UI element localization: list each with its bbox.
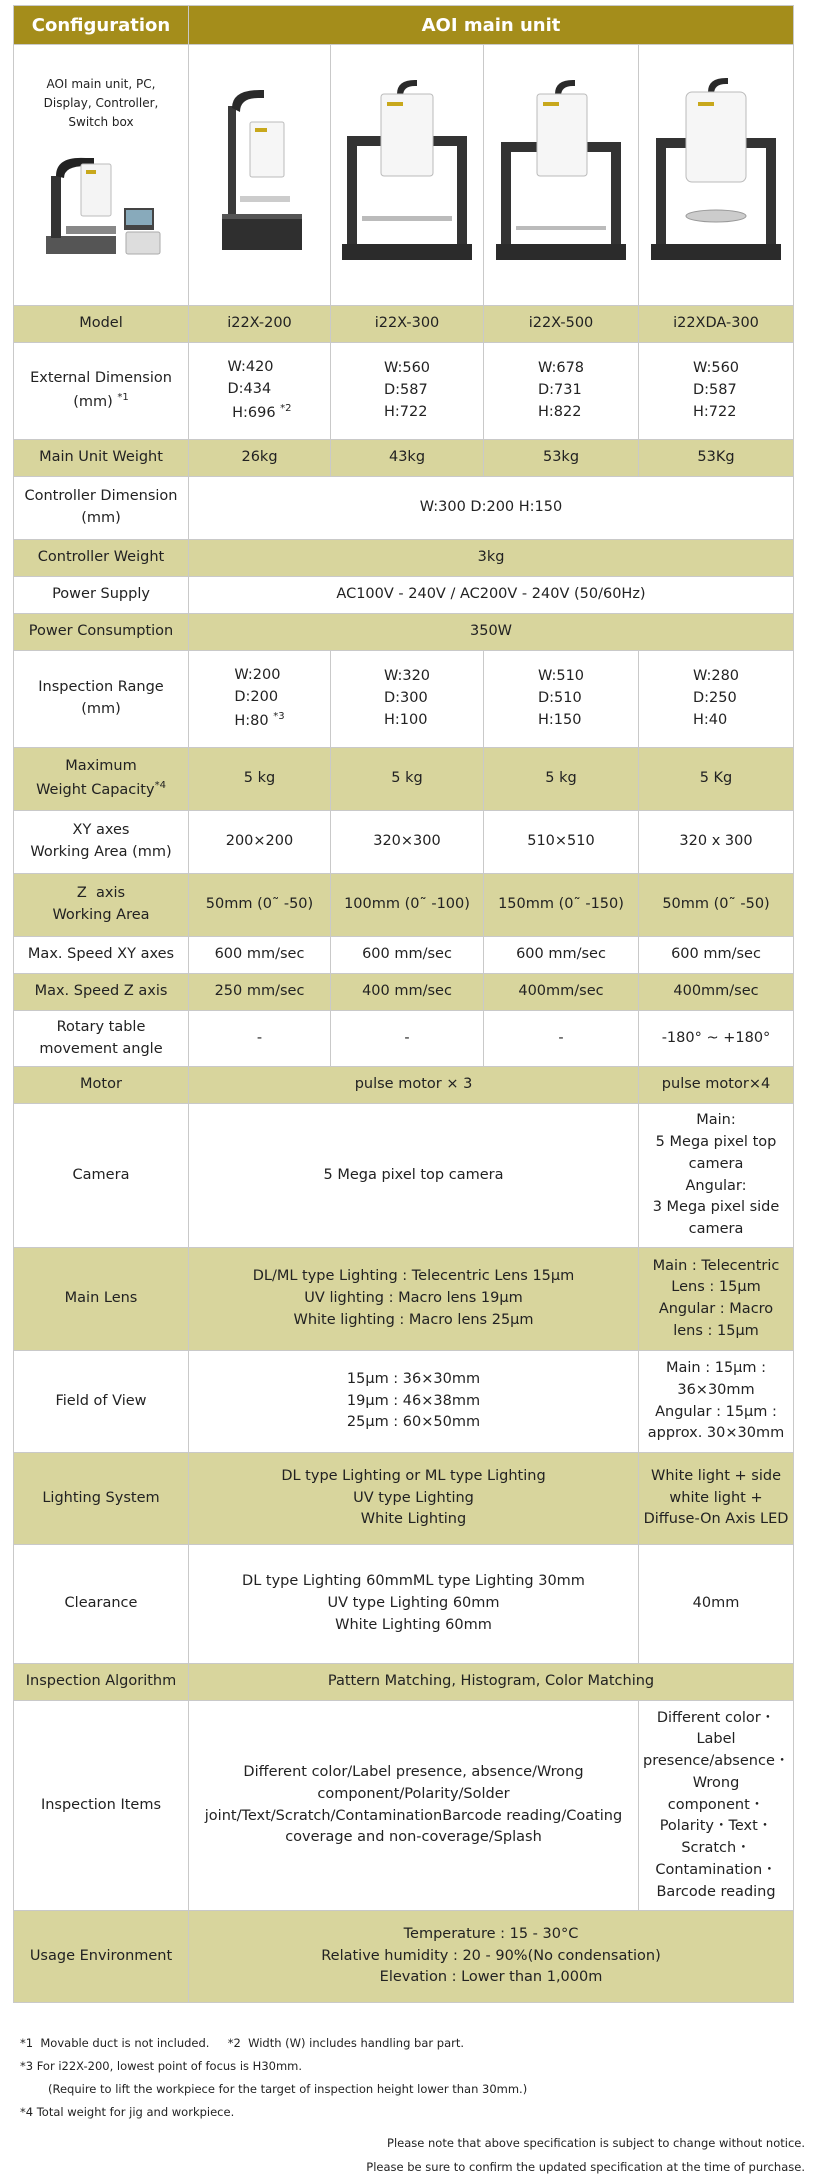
row-usage-environment xyxy=(14,1911,794,2003)
speed-xy-i22x-300: 600 mm/sec xyxy=(331,937,484,974)
label-main-lens: Main Lens xyxy=(14,1248,189,1351)
speed-z-i22x-300: 400 mm/sec xyxy=(331,974,484,1011)
row-lighting-system xyxy=(14,1453,794,1545)
controller-weight-value: 3kg xyxy=(189,540,794,577)
row-power-consumption xyxy=(14,614,794,651)
label-controller-dimension: Controller Dimension (mm) xyxy=(14,477,189,540)
label-field-of-view: Field of View xyxy=(14,1351,189,1453)
header-row xyxy=(14,6,794,45)
row-max-speed-xy xyxy=(14,937,794,974)
row-inspection-range xyxy=(14,651,794,748)
row-inspection-algorithm xyxy=(14,1664,794,1701)
z-area-i22x-200: 50mm (0˜ -50) xyxy=(189,874,331,937)
inspection-items-main: Different color/Label presence, absence/Wrong component/Polarity/Solder joint/Text/Scratch/ContaminationBarcode reading/Coating coverage and non-coverage/Splash xyxy=(189,1701,639,1911)
speed-z-i22x-500: 400mm/sec xyxy=(484,974,639,1011)
label-xy-working-area: XY axes Working Area (mm) xyxy=(14,811,189,874)
row-max-speed-z xyxy=(14,974,794,1011)
row-z-working-area xyxy=(14,874,794,937)
z-area-i22xda-300: 50mm (0˜ -50) xyxy=(639,874,794,937)
label-controller-weight: Controller Weight xyxy=(14,540,189,577)
footnote-1-2: *1 Movable duct is not included. *2 Width (W) includes handling bar part. xyxy=(20,2036,465,2050)
weight-i22x-500: 53kg xyxy=(484,440,639,477)
weight-i22xda-300: 53Kg xyxy=(639,440,794,477)
row-power-supply xyxy=(14,577,794,614)
camera-da: Main: 5 Mega pixel top camera Angular: 3 Mega pixel side camera xyxy=(639,1104,794,1248)
label-power-consumption: Power Consumption xyxy=(14,614,189,651)
lens-main: DL/ML type Lighting : Telecentric Lens 15μm UV lighting : Macro lens 19μm White lighting : Macro lens 25μm xyxy=(189,1248,639,1351)
label-main-unit-weight: Main Unit Weight xyxy=(14,440,189,477)
xy-area-i22x-200: 200×200 xyxy=(189,811,331,874)
disclaimer-confirm-spec: Please be sure to confirm the updated specification at the time of purchase. xyxy=(366,2160,805,2174)
row-model xyxy=(14,306,794,343)
row-field-of-view xyxy=(14,1351,794,1453)
model-i22xda-300: i22XDA-300 xyxy=(639,306,794,343)
rotary-i22x-200: - xyxy=(189,1011,331,1067)
weight-i22x-200: 26kg xyxy=(189,440,331,477)
row-rotary-table xyxy=(14,1011,794,1067)
ext-dim-i22x-500: W:678 D:731 H:822 xyxy=(484,343,639,440)
lens-da: Main : Telecentric Lens : 15μm Angular : Macro lens : 15μm xyxy=(639,1248,794,1351)
product-image-i22x-500 xyxy=(491,76,631,266)
row-main-unit-weight xyxy=(14,440,794,477)
insp-range-i22x-500: W:510 D:510 H:150 xyxy=(484,651,639,748)
label-external-dimension: External Dimension (mm) $^{*1}$ xyxy=(14,343,189,440)
fov-main: 15μm : 36×30mm 19μm : 46×38mm 25μm : 60×50mm xyxy=(189,1351,639,1453)
max-weight-i22x-200: 5 kg xyxy=(189,748,331,811)
power-consumption-value: 350W xyxy=(189,614,794,651)
z-area-i22x-300: 100mm (0˜ -100) xyxy=(331,874,484,937)
footnote-3-detail: (Require to lift the workpiece for the target of inspection height lower than 30mm.) xyxy=(48,2082,528,2096)
max-weight-i22x-300: 5 kg xyxy=(331,748,484,811)
speed-xy-i22xda-300: 600 mm/sec xyxy=(639,937,794,974)
label-lighting-system: Lighting System xyxy=(14,1453,189,1545)
inspection-algorithm-value: Pattern Matching, Histogram, Color Matching xyxy=(189,1664,794,1701)
header-aoi-main-unit: AOI main unit xyxy=(189,6,794,45)
label-inspection-algorithm: Inspection Algorithm xyxy=(14,1664,189,1701)
weight-i22x-300: 43kg xyxy=(331,440,484,477)
label-usage-environment: Usage Environment xyxy=(14,1911,189,2003)
motor-da: pulse motor×4 xyxy=(639,1067,794,1104)
product-image-i22x-300 xyxy=(337,76,477,266)
label-max-speed-z: Max. Speed Z axis xyxy=(14,974,189,1011)
row-external-dimension xyxy=(14,343,794,440)
inspection-items-da: Different color・ Label presence/absence・ Wrong component・ Polarity・Text・ Scratch・ Contamination・ Barcode reading xyxy=(639,1701,794,1911)
ext-dim-i22xda-300: W:560 D:587 H:722 xyxy=(639,343,794,440)
max-weight-i22x-500: 5 kg xyxy=(484,748,639,811)
power-supply-value: AC100V - 240V / AC200V - 240V (50/60Hz) xyxy=(189,577,794,614)
configuration-text: AOI main unit, PC, Display, Controller, Switch box xyxy=(43,76,159,130)
rotary-i22x-500: - xyxy=(484,1011,639,1067)
usage-environment-value: Temperature : 15 - 30°C Relative humidity : 20 - 90%(No condensation) Elevation : Lower than 1,000m xyxy=(189,1911,794,2003)
label-rotary-table: Rotary table movement angle xyxy=(14,1011,189,1067)
label-inspection-range: Inspection Range (mm) xyxy=(14,651,189,748)
label-z-working-area: Z axis Working Area xyxy=(14,874,189,937)
xy-area-i22x-300: 320×300 xyxy=(331,811,484,874)
row-clearance xyxy=(14,1545,794,1664)
row-main-lens xyxy=(14,1248,794,1351)
label-camera: Camera xyxy=(14,1104,189,1248)
xy-area-i22xda-300: 320 x 300 xyxy=(639,811,794,874)
header-configuration: Configuration xyxy=(14,6,189,45)
model-i22x-500: i22X-500 xyxy=(484,306,639,343)
product-image-i22x-200 xyxy=(200,86,320,256)
configuration-cell xyxy=(14,45,189,306)
product-image-i22xda-300-cell xyxy=(639,45,794,306)
camera-main: 5 Mega pixel top camera xyxy=(189,1104,639,1248)
fov-da: Main : 15μm : 36×30mm Angular : 15μm : approx. 30×30mm xyxy=(639,1351,794,1453)
row-inspection-items xyxy=(14,1701,794,1911)
row-camera xyxy=(14,1104,794,1248)
insp-range-i22x-200: W:200 D:200 H:80 $^{*3}$ xyxy=(189,651,331,748)
product-image-i22x-200-cell xyxy=(189,45,331,306)
spec-table xyxy=(13,5,794,2003)
row-controller-weight xyxy=(14,540,794,577)
ext-dim-i22x-300: W:560 D:587 H:722 xyxy=(331,343,484,440)
ext-dim-i22x-200: W:420 D:434 H:696 $^{*2}$ xyxy=(189,343,331,440)
product-image-i22x-500-cell xyxy=(484,45,639,306)
lighting-da: White light + side white light + Diffuse-On Axis LED xyxy=(639,1453,794,1545)
product-image-i22xda-300 xyxy=(646,76,786,266)
footnote-3: *3 For i22X-200, lowest point of focus is H30mm. xyxy=(20,2059,303,2073)
row-max-weight xyxy=(14,748,794,811)
label-max-weight: Maximum Weight Capacity$^{*4}$ xyxy=(14,748,189,811)
row-motor xyxy=(14,1067,794,1104)
image-row xyxy=(14,45,794,306)
label-motor: Motor xyxy=(14,1067,189,1104)
clearance-main: DL type Lighting 60mmML type Lighting 30mm UV type Lighting 60mm White Lighting 60mm xyxy=(189,1545,639,1664)
clearance-da: 40mm xyxy=(639,1545,794,1664)
z-area-i22x-500: 150mm (0˜ -150) xyxy=(484,874,639,937)
footnotes xyxy=(20,2032,527,2124)
insp-range-i22x-300: W:320 D:300 H:100 xyxy=(331,651,484,748)
lighting-main: DL type Lighting or ML type Lighting UV type Lighting White Lighting xyxy=(189,1453,639,1545)
label-inspection-items: Inspection Items xyxy=(14,1701,189,1911)
label-clearance: Clearance xyxy=(14,1545,189,1664)
speed-z-i22x-200: 250 mm/sec xyxy=(189,974,331,1011)
product-image-i22x-300-cell xyxy=(331,45,484,306)
motor-main: pulse motor × 3 xyxy=(189,1067,639,1104)
disclaimer-change-notice: Please note that above specification is subject to change without notice. xyxy=(387,2136,805,2150)
xy-area-i22x-500: 510×510 xyxy=(484,811,639,874)
speed-xy-i22x-500: 600 mm/sec xyxy=(484,937,639,974)
insp-range-i22xda-300: W:280 D:250 H:40 xyxy=(639,651,794,748)
configuration-system-image xyxy=(36,146,166,261)
footnote-4: *4 Total weight for jig and workpiece. xyxy=(20,2105,235,2119)
max-weight-i22xda-300: 5 Kg xyxy=(639,748,794,811)
speed-z-i22xda-300: 400mm/sec xyxy=(639,974,794,1011)
row-xy-working-area xyxy=(14,811,794,874)
rotary-i22xda-300: -180° ~ +180° xyxy=(639,1011,794,1067)
model-i22x-200: i22X-200 xyxy=(189,306,331,343)
model-i22x-300: i22X-300 xyxy=(331,306,484,343)
controller-dimension-value: W:300 D:200 H:150 xyxy=(189,477,794,540)
row-controller-dimension xyxy=(14,477,794,540)
rotary-i22x-300: - xyxy=(331,1011,484,1067)
label-power-supply: Power Supply xyxy=(14,577,189,614)
label-max-speed-xy: Max. Speed XY axes xyxy=(14,937,189,974)
speed-xy-i22x-200: 600 mm/sec xyxy=(189,937,331,974)
label-model: Model xyxy=(14,306,189,343)
